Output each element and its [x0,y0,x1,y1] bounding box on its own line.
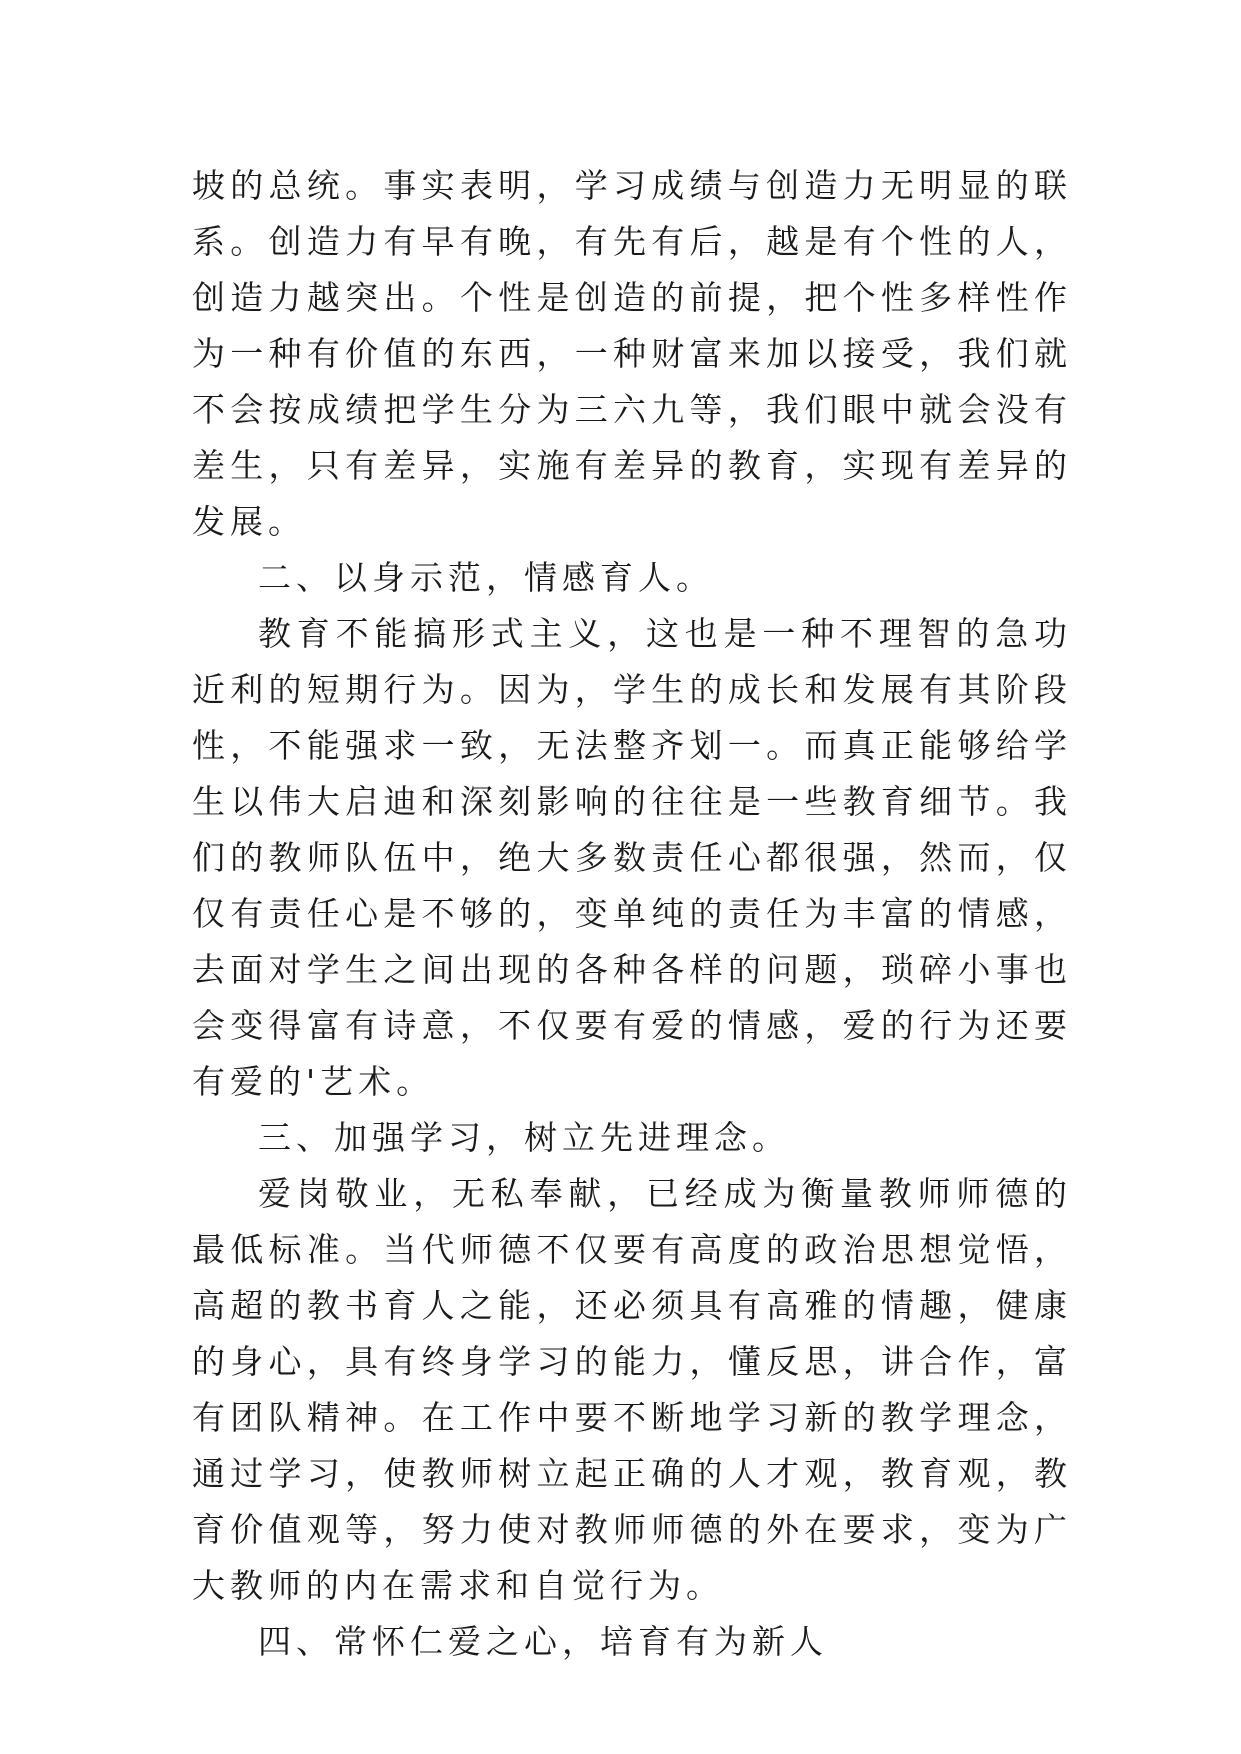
section-heading: 四、常怀仁爱之心，培育有为新人 [258,1622,828,1661]
document-body [192,158,1072,1670]
section-heading: 二、以身示范，情感育人。 [258,558,714,597]
body-paragraph: 坡的总统。事实表明，学习成绩与创造力无明显的联系。创造力有早有晚，有先有后，越是有个性的人，创造力越突出。个性是创造的前提，把个性多样性作为一种有价值的东西，一种财富来加以接受，我们就不会按成绩把学生分为三六九等，我们眼中就会没有差生，只有差异，实施有差异的教育，实现有差异的发展。 [192,166,1072,541]
body-paragraph: 教育不能搞形式主义，这也是一种不理智的急功近利的短期行为。因为，学生的成长和发展有其阶段性，不能强求一致，无法整齐划一。而真正能够给学生以伟大启迪和深刻影响的往往是一些教育细节。我们的教师队伍中，绝大多数责任心都很强，然而，仅仅有责任心是不够的，变单纯的责任为丰富的情感，去面对学生之间出现的各种各样的问题，琐碎小事也会变得富有诗意，不仅要有爱的情感，爱的行为还要有爱的'艺术。 [192,614,1072,1101]
body-paragraph: 爱岗敬业，无私奉献，已经成为衡量教师师德的最低标准。当代师德不仅要有高度的政治思想觉悟，高超的教书育人之能，还必须具有高雅的情趣，健康的身心，具有终身学习的能力，懂反思，讲合作，富有团队精神。在工作中要不断地学习新的教学理念，通过学习，使教师树立起正确的人才观，教育观，教育价值观等，努力使对教师师德的外在要求，变为广大教师的内在需求和自觉行为。 [192,1174,1072,1605]
section-heading: 三、加强学习，树立先进理念。 [258,1118,790,1157]
